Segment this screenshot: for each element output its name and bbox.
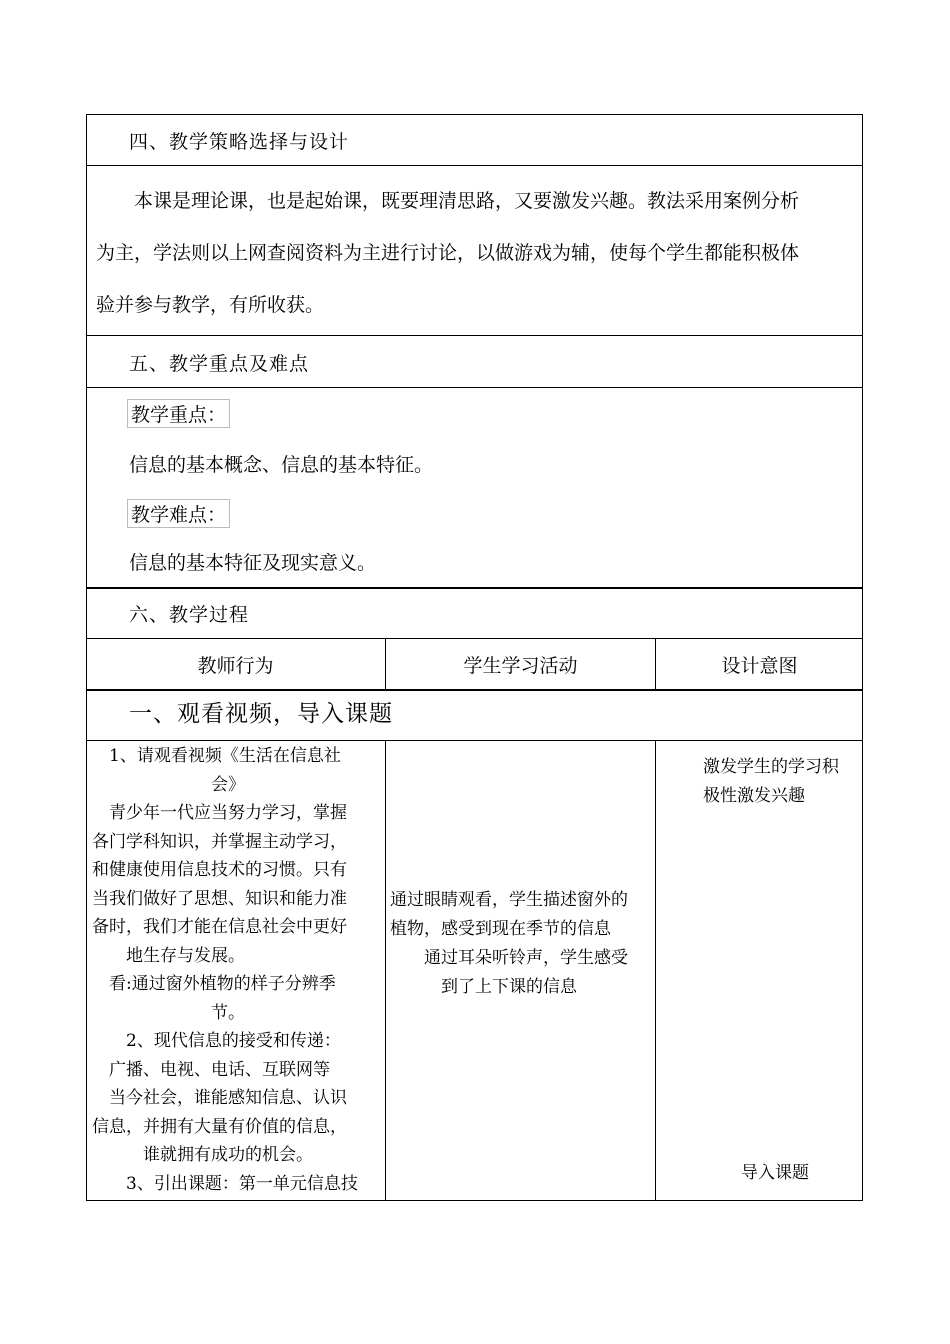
row-divider — [86, 740, 863, 741]
teacher-line: 广播、电视、电话、互联网等 — [92, 1059, 330, 1080]
student-line: 通过眼睛观看，学生描述窗外的 — [390, 890, 628, 910]
teacher-line: 各门学科知识，并掌握主动学习， — [92, 831, 347, 852]
row-divider — [86, 587, 863, 589]
teacher-line: 当今社会，谁能感知信息、认识 — [92, 1088, 347, 1108]
design-intent-bottom: 导入课题 — [741, 1163, 809, 1183]
section-heading-process: 六、教学过程 — [129, 604, 250, 626]
teacher-line: 看:通过窗外植物的样子分辨季 — [92, 974, 336, 994]
teacher-line: 当我们做好了思想、知识和能力准 — [92, 888, 347, 909]
teacher-line: 2、现代信息的接受和传递： — [92, 1031, 341, 1051]
row-divider — [86, 165, 863, 166]
teacher-line: 备时，我们才能在信息社会中更好 — [92, 917, 347, 937]
difficulty-text: 信息的基本特征及现实意义。 — [129, 552, 377, 574]
paragraph-line: 为主，学法则以上网查阅资料为主进行讨论，以做游戏为辅，使每个学生都能积极体 — [96, 242, 800, 264]
student-line: 植物，感受到现在季节的信息 — [390, 919, 611, 939]
column-divider — [385, 740, 386, 1201]
row-divider — [86, 335, 863, 336]
teacher-behavior-cell — [92, 742, 382, 1198]
column-header-student: 学生学习活动 — [463, 655, 578, 677]
teacher-line: 谁就拥有成功的机会。 — [92, 1145, 313, 1165]
key-point-label: 教学重点： — [127, 399, 230, 428]
row-divider — [86, 387, 863, 388]
student-line: 到了上下课的信息 — [390, 977, 577, 997]
student-activity-cell — [390, 886, 652, 1002]
column-header-design: 设计意图 — [721, 655, 798, 677]
strategy-paragraph — [96, 175, 858, 331]
teacher-line: 会》 — [92, 774, 245, 795]
design-line: 激发学生的学习积 — [703, 757, 839, 777]
column-header-teacher: 教师行为 — [197, 655, 274, 677]
paragraph-line: 本课是理论课，也是起始课，既要理清思路，又要激发兴趣。教法采用案例分析 — [96, 190, 800, 212]
design-intent-cell — [703, 753, 903, 811]
teacher-line: 青少年一代应当努力学习，掌握 — [92, 803, 347, 823]
teacher-line: 节。 — [92, 1002, 245, 1023]
section-heading-strategy: 四、教学策略选择与设计 — [129, 131, 350, 153]
row-divider — [86, 638, 863, 639]
difficulty-label: 教学难点： — [127, 499, 230, 528]
column-divider — [655, 740, 656, 1201]
key-point-text: 信息的基本概念、信息的基本特征。 — [129, 454, 434, 476]
teacher-line: 信息，并拥有大量有价值的信息， — [92, 1116, 347, 1137]
teacher-line: 1、请观看视频《生活在信息社 — [92, 746, 341, 766]
teacher-line: 3、引出课题：第一单元信息技 — [92, 1173, 358, 1194]
teacher-line: 和健康使用信息技术的习惯。只有 — [92, 860, 347, 880]
section-heading-key-points: 五、教学重点及难点 — [129, 353, 310, 375]
teacher-line: 地生存与发展。 — [92, 945, 245, 966]
design-line: 极性激发兴趣 — [703, 786, 805, 806]
student-line: 通过耳朵听铃声，学生感受 — [390, 948, 628, 968]
paragraph-line: 验并参与教学，有所收获。 — [96, 294, 325, 316]
stage-title: 一、观看视频，导入课题 — [129, 701, 393, 727]
row-divider — [86, 689, 863, 691]
